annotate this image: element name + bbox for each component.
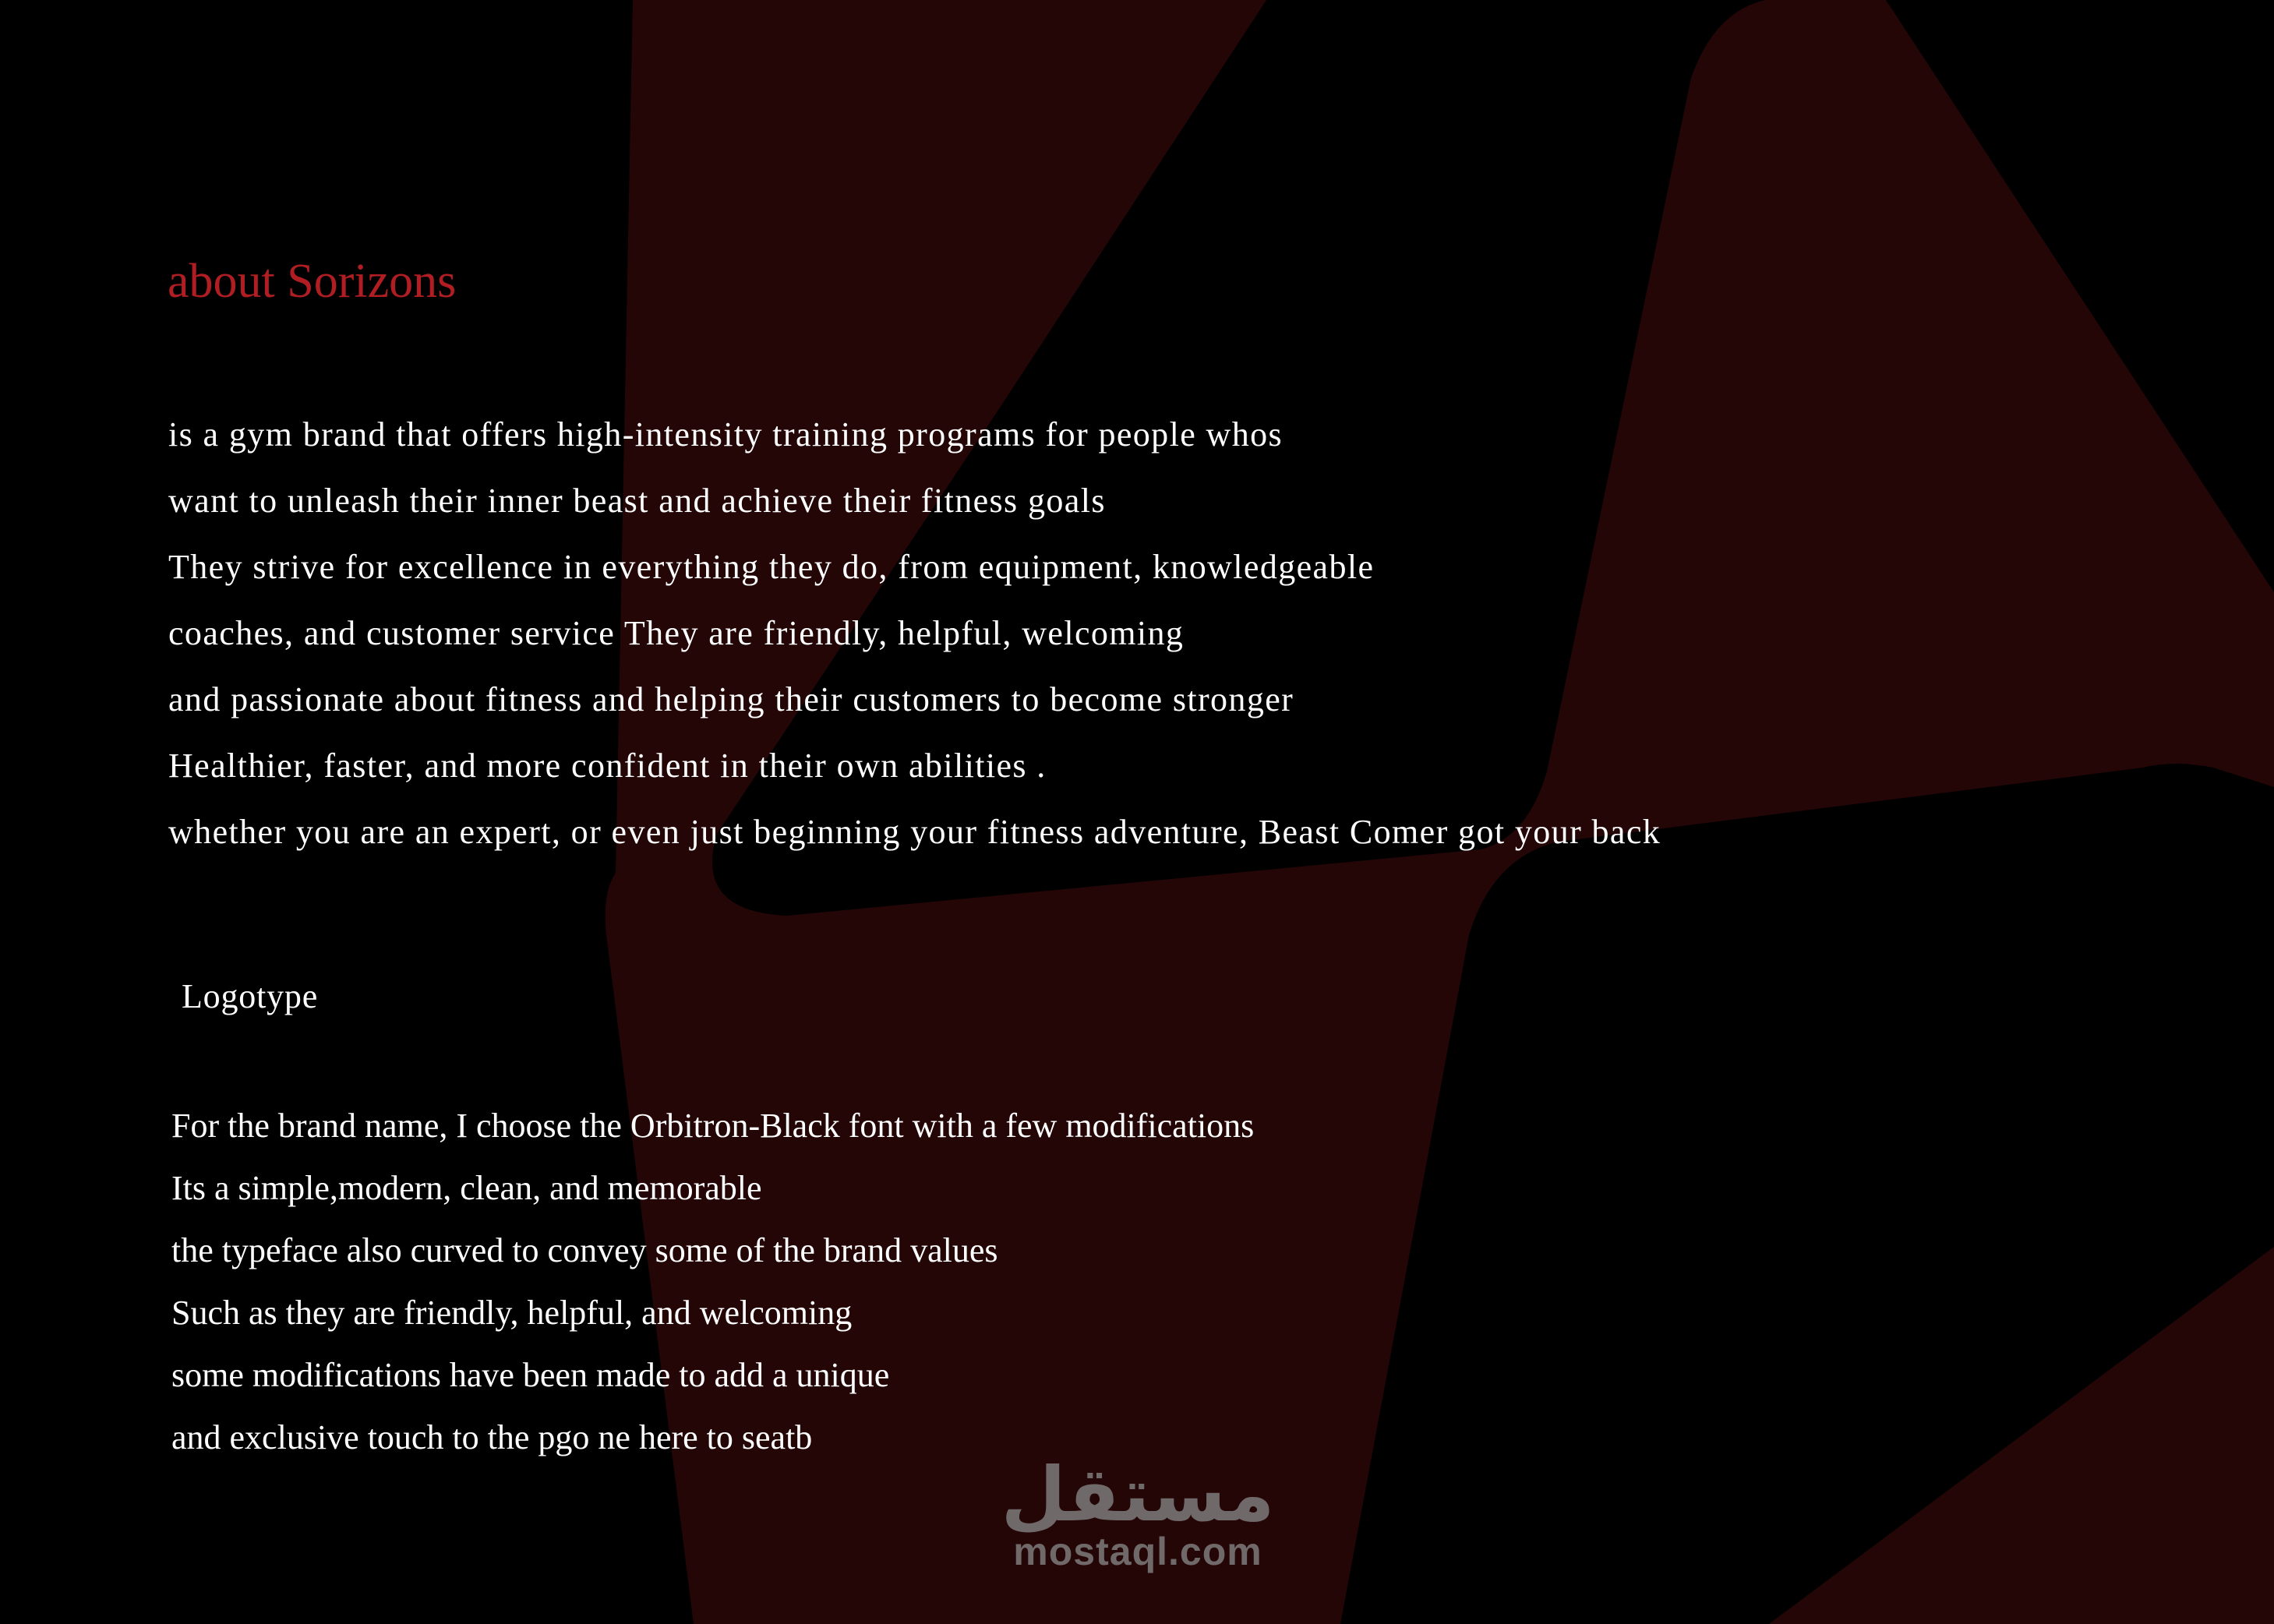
about-line: Healthier, faster, and more confident in their own abilities . — [168, 747, 1047, 785]
about-line: is a gym brand that offers high-intensity training programs for people whos — [168, 415, 1284, 454]
about-line: and passionate about fitness and helping their customers to become stronger — [168, 680, 1294, 718]
about-title: about Sorizons — [168, 255, 457, 308]
logotype-line: some modifications have been made to add a unique — [171, 1356, 890, 1394]
about-line: coaches, and customer service They are friendly, helpful, welcoming — [168, 614, 1185, 652]
watermark-latin-text: mostaql.com — [1013, 1530, 1262, 1573]
logotype-title: Logotype — [182, 977, 319, 1015]
mostaql-watermark — [982, 1451, 1294, 1573]
logotype-body — [171, 1095, 1254, 1469]
logotype-line: Such as they are friendly, helpful, and welcoming — [171, 1294, 853, 1332]
about-line: They strive for excellence in everything they do, from equipment, knowledgeable — [168, 548, 1375, 586]
logotype-line: and exclusive touch to the pgo ne here to seatb — [171, 1418, 813, 1456]
logotype-line: For the brand name, I choose the Orbitron-Black font with a few modifications — [171, 1107, 1255, 1145]
logotype-line: Its a simple,modern, clean, and memorable — [171, 1169, 762, 1207]
about-line: want to unleash their inner beast and achieve their fitness goals — [168, 482, 1106, 520]
about-body — [168, 401, 1661, 865]
logotype-line: the typeface also curved to convey some of the brand values — [171, 1231, 998, 1269]
about-line: whether you are an expert, or even just beginning your fitness adventure, Beast Comer got your back — [168, 813, 1661, 851]
watermark-arabic-text: مستقل — [1001, 1451, 1275, 1538]
